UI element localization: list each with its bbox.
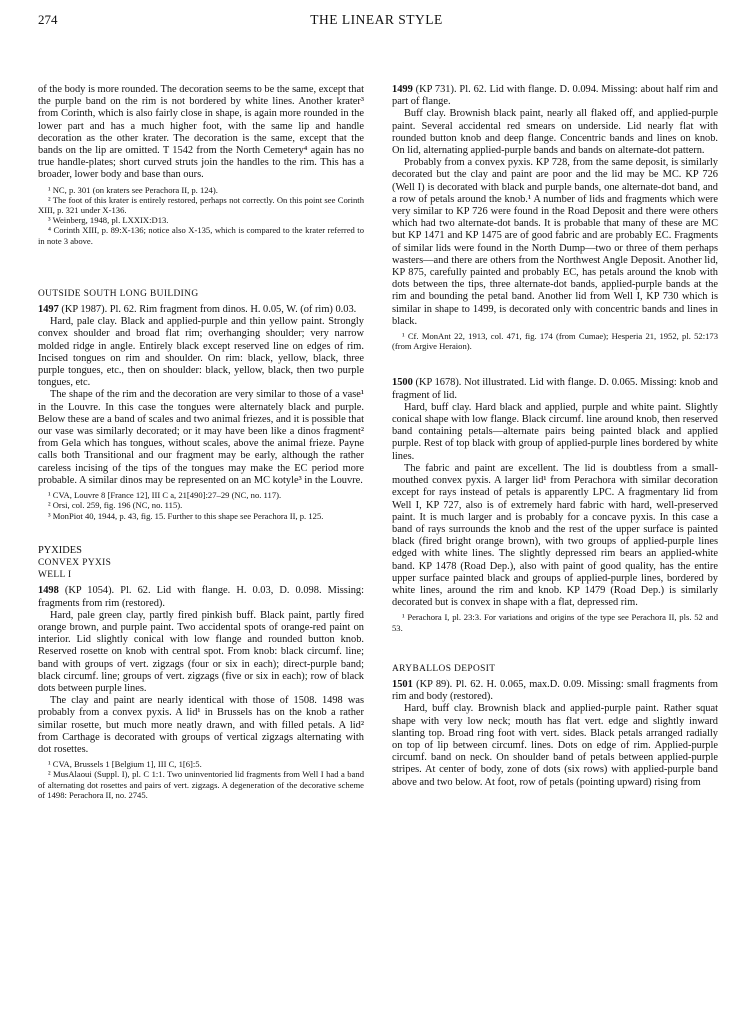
entry-1498-heading	[38, 585, 364, 609]
footnote: ¹ Cf. MonAnt 22, 1913, col. 471, fig. 174 (from Cumae); Hesperia 21, 1952, pl. 52:173 (from Argive Heraion).	[392, 331, 718, 352]
entry-1500-heading	[392, 377, 718, 401]
intro-paragraph: of the body is more rounded. The decoration seems to be the same, except that the purple band on the rim is not bordered by white lines. Another krater³ from Corinth, which is also fairly close in shape, is again more rounded in the lower part and has a much higher foot, with the same lip and handle decoration as the other krater. The decoration is the same, except that the bands on the lip are omitted. T 1542 from the North Cemetery⁴ again has no true handle-plates; short curved struts join the handles to the rim. This has a broader, lower body and base than ours.	[38, 84, 364, 181]
entry-1497-heading	[38, 304, 364, 316]
entry-1498-footnotes	[38, 759, 364, 800]
section-heading-aryballos-deposit	[392, 663, 718, 675]
entry-1499-heading	[392, 84, 718, 108]
entry-number: 1498	[38, 585, 59, 597]
footnote: ¹ NC, p. 301 (on kraters see Perachora II, p. 124).	[48, 184, 218, 195]
entry-1497-description: Hard, pale clay. Black and applied-purple and thin yellow paint. Strongly convex shoulder and broad flat rim; overhanging shoulder; very narrow molded ridge in angle. Entirely black except reserved line on edges of rim. Incised tongues on rim and shoulder. On rim: black, yellow, black, three purple tongues, etc., then on shoulder: black, yellow, black, then two purple tongues, etc.	[38, 316, 364, 389]
section-heading-pyxides	[38, 545, 364, 582]
entry-1499-footnotes	[392, 331, 718, 351]
subsection-heading: CONVEX PYXIS	[38, 557, 112, 568]
entry-heading-text: (KP 731). Pl. 62. Lid with flange. D. 0.094. Missing: about half rim and part of flange.	[392, 84, 718, 108]
subsection-heading: WELL I	[38, 570, 72, 581]
right-column	[392, 84, 718, 789]
running-title: THE LINEAR STYLE	[310, 12, 443, 27]
section-heading-text: OUTSIDE SOUTH LONG BUILDING	[38, 288, 199, 299]
entry-number: 1497	[38, 304, 59, 316]
entry-1498-discussion: The clay and paint are nearly identical with those of 1508. 1498 was probably from a convex pyxis. A lid¹ in Brussels has on the knob a rather similar rosette, but much more neatly drawn, and with filled petals. A lid² from Carthage is decorated with groups of vertical zigzags alternating with dot rosettes.	[38, 695, 364, 755]
footnote: ² MusAlaoui (Suppl. I), pl. C 1:1. Two uninventoried lid fragments from Well I had a band of alternating dot rosettes and pairs of vert. zigzags. A degeneration of the decorative scheme of 1498: Perachora II, no. 2745.	[38, 769, 364, 800]
footnote: ² The foot of this krater is entirely restored, perhaps not correctly. On this point see Corinth XIII, p. 321 under X-136.	[38, 194, 364, 216]
entry-1497-footnotes	[38, 490, 364, 521]
entry-1497-discussion: The shape of the rim and the decoration are very similar to those of a vase¹ in the Louvre. In this case the tongues were alternately black and purple. Below these are a band of scales and two animal friezes, and it is possible that our vase was similarly decorated; or it may have been like a dinos fragment² from Gela which has tongues, without scales, above the animal frieze. Payne calls both Transitional and our fragment may be early, although the rather careless incising of the tips of the tongues may make the EC period more probable. A similar dinos may be represented on an MC kotyle³ in the Louvre.	[38, 389, 364, 486]
entry-number: 1499	[392, 84, 413, 95]
entry-number: 1500	[392, 377, 413, 389]
section-heading-text: ARYBALLOS DEPOSIT	[392, 663, 496, 674]
footnote: ¹ CVA, Louvre 8 [France 12], III C a, 21[490]:27–29 (NC, no. 117).	[48, 490, 282, 501]
footnote: ¹ CVA, Brussels 1 [Belgium 1], III C, 1[6]:5.	[48, 759, 202, 770]
section-heading-text: PYXIDES	[38, 544, 82, 556]
entry-1501-description: Hard, buff clay. Brownish black and applied-purple paint. Rather squat shape with very low neck; mouth has flat vert. edge and slightly inward slanting top. Broad ring foot with vert. sides. Black petals arranged radially on top of lip between circumf. lines. Dots on edge of rim. Applied-purple circumf. band on neck. On shoulder band of petals between applied-purple stripes. At center of body, zone of dots (six rows) with applied-purple band above and two below. At foot, row of petals (pointing upward) rising from	[392, 703, 718, 788]
entry-heading-text: (KP 89). Pl. 62. H. 0.065, max.D. 0.09. Missing: small fragments from rim and body (restored).	[392, 678, 718, 703]
entry-1498-description: Hard, pale green clay, partly fired pinkish buff. Black paint, partly fired orange brown, and purple paint. Two accidental spots of orange-red paint on interior. Lid slightly conical with low flange and rounded button knob. Reserved rosette on knob with central spot. From knob: black circumf. line; band with groups of vert. zigzags (four or six in each); direct-purple band; black circumf. line; groups of vert. zigzags (five or six in each); row of black dots between purple lines.	[38, 609, 364, 694]
entry-heading-text: (KP 1987). Pl. 62. Rim fragment from dinos. H. 0.05, W. (of rim) 0.03.	[58, 304, 357, 316]
page-number: 274	[38, 12, 58, 27]
entry-1499-description: Buff clay. Brownish black paint, nearly all flaked off, and applied-purple paint. Several accidental red smears on underside. Lid nearly flat with rounded button knob and deep flange. Concentric bands and lines on knob. On lid, alternating applied-purple bands and bands on alternate-dot pattern.	[392, 108, 718, 157]
section-heading-outside-south-long-building	[38, 288, 364, 300]
entry-1500-discussion: The fabric and paint are excellent. The lid is doubtless from a small-mouthed convex pyxis. A larger lid¹ from Perachora with similar decoration except for rays instead of petals is apparently LPC. A fragmentary lid from Well I, KP 727, also is of extremely hard fabric with hard, well-preserved paint. It is much larger and is probably for a concave pyxis. In this case a band of rays surrounds the knob and the rest of the upper surface is painted black (fired bright orange brown), with two groups of applied-purple lines edged with white lines. The slightly depressed rim bears an applied-white band. KP 1478 (Road Dep.), also with paint of good quality, has the entire upper surface painted black and groups of applied-purple lines, bordered by white lines, around the rim and knob. KP 1479 (Road Dep.) is similarly decorated but is convex in shape with a flat, depressed rim.	[392, 462, 718, 609]
footnote: ² Orsi, col. 259, fig. 196 (NC, no. 115).	[48, 500, 183, 511]
entry-1500-footnotes	[392, 612, 718, 632]
footnote: ³ MonPiot 40, 1944, p. 43, fig. 15. Further to this shape see Perachora II, p. 125.	[48, 510, 324, 521]
intro-footnotes	[38, 185, 364, 246]
entry-heading-text: (KP 1678). Not illustrated. Lid with flange. D. 0.065. Missing: knob and fragment of lid.	[392, 377, 718, 401]
footnote: ⁴ Corinth XIII, p. 89:X-136; notice also X-135, which is compared to the krater referred to in note 3 above.	[38, 225, 364, 246]
footnote: ³ Weinberg, 1948, pl. LXXIX:D13.	[48, 215, 169, 226]
footnote: ¹ Perachora I, pl. 23:3. For variations and origins of the type see Perachora II, pls. 52 and 53.	[392, 612, 718, 633]
entry-1499-discussion: Probably from a convex pyxis. KP 728, from the same deposit, is similarly decorated but the clay and paint are poor and the lid may be MC. KP 726 (Well I) is decorated with black and purple bands, one alternate-dot band, and a row of petals around the knob.¹ A number of lids and fragments which were very similar to KP 726 were found in the Road Deposit and there were others which had two alternate-dot bands. It is probable that many of these are MC but KP 1471 and KP 1475 are of good fabric and are probably EC. Fragments of similar lids were found in the North Dump—two or three of them perhaps wasters—and there are others from the Northwest Angle Deposit. Another lid, KP 875, carefully painted and probably EC, has petals around the knob with dots between the tips, three alternate-dot bands, applied-purple bands at the rim and bounding the petal band. Another lid from Well I, KP 730 which is similar in shape to 1499, is decorated only with concentric bands and lines in black.	[392, 157, 718, 327]
entry-heading-text: (KP 1054). Pl. 62. Lid with flange. H. 0.03, D. 0.098. Missing: fragments from rim (restored).	[38, 585, 364, 609]
left-column	[38, 84, 364, 800]
entry-number: 1501	[392, 678, 413, 690]
entry-1500-description: Hard, buff clay. Hard black and applied, purple and white paint. Slightly conical shape with low flange. Black circumf. line around knob, then reserved band containing petals—alternate pairs being painted black and applied purple. Rest of top black with group of applied-purple lines bordered by white lines.	[392, 401, 718, 462]
entry-1501-heading	[392, 679, 718, 703]
